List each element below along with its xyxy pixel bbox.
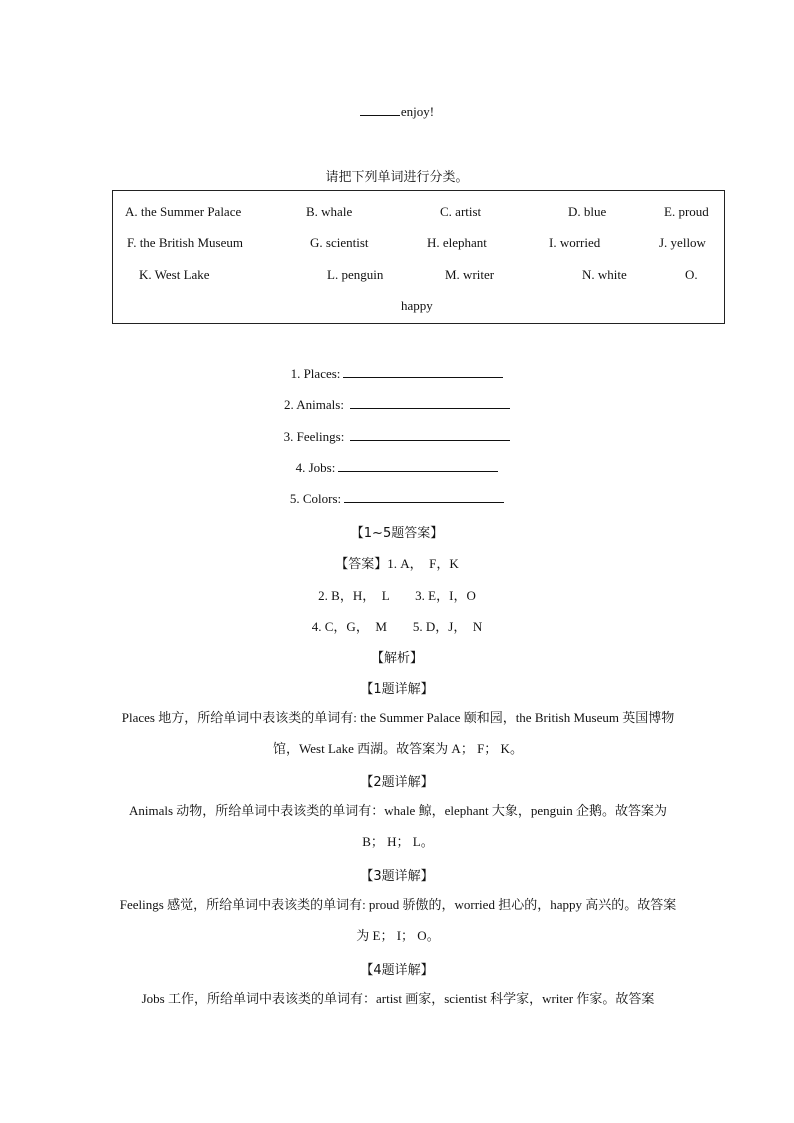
- question-feelings: [0, 429, 794, 445]
- option-a: A. the Summer Palace: [125, 204, 242, 219]
- option-l: L. penguin: [327, 267, 384, 282]
- detail-4-header: 【4题详解】: [360, 963, 434, 978]
- option-d: D. blue: [568, 204, 607, 219]
- question-label: 3. Feelings:: [283, 429, 345, 444]
- option-m: M. writer: [445, 267, 495, 282]
- analysis-header: 【解析】: [370, 651, 423, 666]
- detail-4-text: Jobs 工作，所给单词中表该类的单词有：artist 画家，scientist 科学家，writer 作家。故答案: [141, 991, 655, 1006]
- top-line-text: enjoy!: [400, 104, 435, 119]
- answer-blank[interactable]: [360, 104, 400, 116]
- question-jobs: [0, 460, 794, 476]
- detail-1-text: Places 地方，所给单词中表该类的单词有: the Summer Palace 颐和园，the British Museum 英国博物馆，West Lake 西湖。故答案为 A； F； K。: [121, 710, 675, 756]
- question-places: [0, 366, 794, 382]
- option-o: O.: [685, 267, 698, 282]
- answer-header: 【1~5题答案】: [350, 526, 444, 541]
- option-n: N. white: [582, 267, 627, 282]
- detail-3-text: Feelings 感觉，所给单词中表该类的单词有: proud 骄傲的，worried 担心的，happy 高兴的。故答案为 E； I； O。: [119, 897, 677, 943]
- option-h: H. elephant: [427, 235, 487, 250]
- detail-3-header: 【3题详解】: [360, 869, 434, 884]
- answer-line-3: 4. C，G， M 5. D，J， N: [311, 619, 483, 634]
- answer-blank[interactable]: [350, 397, 510, 409]
- question-label: 2. Animals:: [284, 397, 344, 412]
- question-animals: [0, 397, 794, 413]
- option-e: E. proud: [664, 204, 709, 219]
- option-j: J. yellow: [659, 235, 706, 250]
- option-c: C. artist: [440, 204, 482, 219]
- option-b: B. whale: [306, 204, 353, 219]
- answer-line-2: 2. B，H， L 3. E，I，O: [318, 588, 476, 603]
- question-colors: [0, 491, 794, 507]
- question-label: 5. Colors:: [289, 491, 342, 506]
- word-options-box: [112, 190, 725, 324]
- option-f: F. the British Museum: [127, 235, 243, 250]
- instruction: 请把下列单词进行分类。: [325, 170, 469, 185]
- answer-line-1: 【答案】1. A， F，K: [335, 556, 459, 571]
- option-g: G. scientist: [310, 235, 369, 250]
- option-k: K. West Lake: [139, 267, 210, 282]
- answer-blank[interactable]: [350, 429, 510, 441]
- option-o-word: happy: [401, 298, 433, 313]
- detail-2-text: Animals 动物，所给单词中表该类的单词有：whale 鲸，elephant 大象，penguin 企鹅。故答案为 B； H； L。: [128, 803, 667, 849]
- top-answer-line: [0, 104, 794, 120]
- answer-blank[interactable]: [338, 460, 498, 472]
- answer-blank[interactable]: [344, 491, 504, 503]
- question-label: 4. Jobs:: [295, 460, 336, 475]
- detail-1-header: 【1题详解】: [360, 682, 434, 697]
- detail-2-header: 【2题详解】: [360, 775, 434, 790]
- question-label: 1. Places:: [290, 366, 341, 381]
- option-i: I. worried: [549, 235, 601, 250]
- answer-blank[interactable]: [343, 366, 503, 378]
